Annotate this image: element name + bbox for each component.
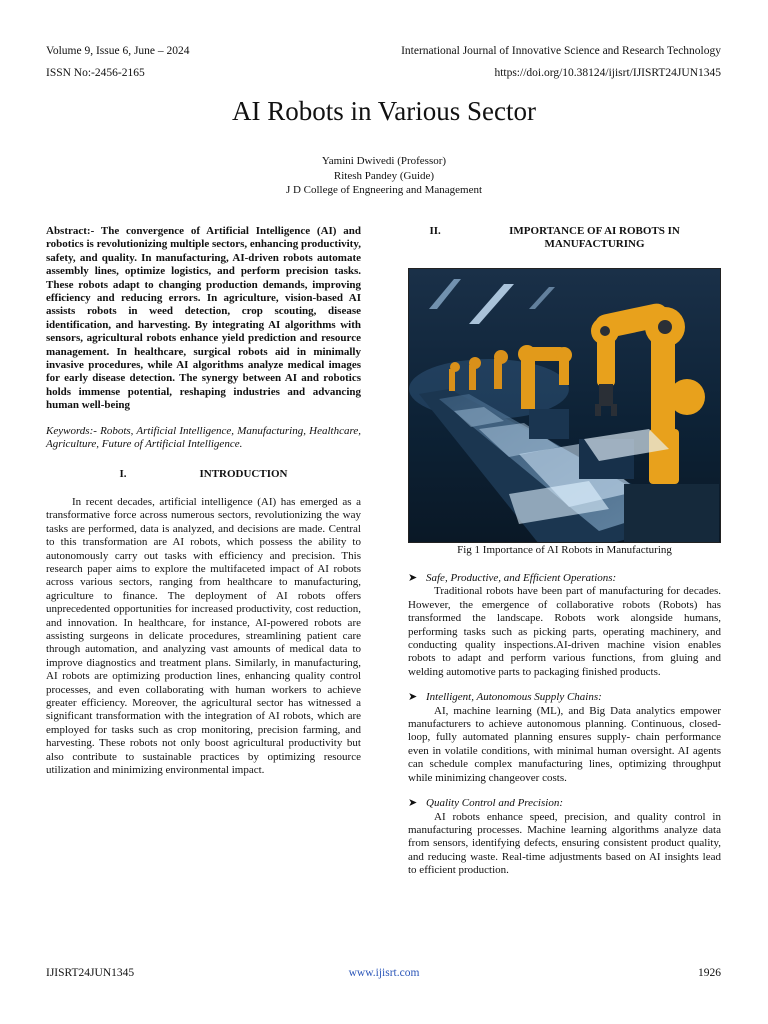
bullet-heading-operations — [408, 572, 721, 585]
author-2: Ritesh Pandey (Guide) — [333, 169, 435, 182]
keywords: Keywords:- Robots, Artificial Intelligence, Manufacturing, Healthcare, Agriculture, Future of Artificial Intelligence. — [46, 424, 361, 451]
left-column — [46, 225, 361, 777]
right-column — [408, 572, 721, 878]
bullet-title: Quality Control and Precision: — [426, 797, 563, 810]
arrow-bullet-icon: ➤ — [408, 691, 418, 704]
bullet-heading-quality — [408, 797, 721, 810]
arrow-bullet-icon: ➤ — [408, 572, 418, 584]
volume-info: Volume 9, Issue 6, June – 2024 — [46, 45, 190, 57]
robot-factory-illustration — [409, 269, 721, 543]
issn: ISSN No:-2456-2165 — [46, 67, 145, 79]
paper-title: AI Robots in Various Sector — [232, 96, 536, 126]
arrow-bullet-icon: ➤ — [408, 797, 418, 810]
quality-paragraph: AI robots enhance speed, precision, and quality control in manufacturing processes. Machine learning algorithms analyze data from sensors, identifying defects, ensuring consistent product quality, and reducing waste. Real-time adjustments based on AI insights lead to efficient production. — [408, 810, 721, 877]
supply-chains-paragraph: AI, machine learning (ML), and Big Data analytics empower manufacturers to achieve autonomous planning. Continuous, closed-loop, fully automated planning ensures supply- chain performance even in volatile conditions, with minimal human oversight. AI agents can schedule complex manufacturing lines, optimizing throughput while minimizing changeover costs. — [408, 704, 721, 784]
bullet-heading-supply-chains — [408, 691, 721, 704]
section-number: I. — [119, 467, 127, 480]
bullet-title: Intelligent, Autonomous Supply Chains: — [426, 691, 602, 704]
abstract: Abstract:- The convergence of Artificial Intelligence (AI) and robotics is revolutionizing multiple sectors, enhancing productivity, safety, and quality. In manufacturing, AI-driven robots automate assembly lines, optimize logistics, and perform precision tasks. These robots adapt to changing production demands, improving efficiency and reducing errors. In agriculture, vision-based AI assists robots in weed detection, crop scouting, disease identification, and harvesting. By integrating AI algorithms with sensors, agricultural robots enhance yield prediction and resource management. In healthcare, surgical robots aid in minimally invasive procedures, while AI algorithms analyze medical images for early disease detection. The synergy between AI and robotics holds immense potential, reshaping industries and advancing human well-being — [46, 225, 361, 412]
affiliation: J D College of Engneering and Management — [285, 184, 483, 196]
operations-paragraph: Traditional robots have been part of manufacturing for decades. However, the emergence of collaborative robots (Robots) has transformed the landscape. Robots work alongside humans, performing tasks such as picking parts, operating machinery, and conducting quality inspections.AI-driven machine vision enables robots to adapt and perform various functions, from gluing and welding automotive parts to packaging finished products. — [408, 585, 721, 678]
bullet-title: Safe, Productive, and Efficient Operations: — [426, 572, 617, 584]
page-number: 1926 — [698, 967, 721, 979]
author-1: Yamini Dwivedi (Professor) — [321, 155, 447, 167]
footer-site-link[interactable]: www.ijisrt.com — [348, 967, 420, 979]
section-title: INTRODUCTION — [199, 467, 288, 480]
author-block — [0, 154, 768, 198]
intro-paragraph: In recent decades, artificial intelligence (AI) has emerged as a transformative force across numerous sectors, revolutionizing the way tasks are performed, data is analyzed, and decisions are made. Central to this transformation are AI robots, which possess the ability to autonomously carry out tasks with efficiency and precision. This research paper aims to explore the multifaceted impact of AI robots across various sectors, ranging from healthcare to manufacturing, agriculture to finance. The deployment of AI robots offers unprecedented opportunities for increased productivity, cost reduction, and innovation. In healthcare, for instance, AI-powered robots are assisting surgeons in delicate procedures, streamlining patient care through automation, and analyzing vast amounts of medical data to improve diagnostics and treatment plans. Similarly, in manufacturing, AI robots are optimizing production lines, enhancing quality control processes, and even collaborating with human workers to achieve greater efficiency. Moreover, the agricultural sector has witnessed a significant transformation with the integration of AI robots, which are employed for tasks such as crop monitoring, precision farming, and harvesting. These robots not only boost agricultural productivity but also contribute to sustainable practices by optimizing resource utilization and minimizing environmental impact. — [46, 495, 361, 777]
section-title: IMPORTANCE OF AI ROBOTS IN MANUFACTURING — [509, 225, 680, 251]
section-number: II. — [429, 225, 441, 237]
doi-link[interactable]: https://doi.org/10.38124/ijisrt/IJISRT24JUN1345 — [494, 67, 721, 79]
journal-name: International Journal of Innovative Science and Research Technology — [401, 45, 721, 57]
section-heading-manufacturing — [408, 225, 721, 252]
figure-caption: Fig 1 Importance of AI Robots in Manufacturing — [457, 544, 672, 556]
section-heading-intro — [46, 468, 361, 481]
figure-robots-image — [408, 268, 721, 543]
footer-paper-id: IJISRT24JUN1345 — [46, 967, 135, 979]
